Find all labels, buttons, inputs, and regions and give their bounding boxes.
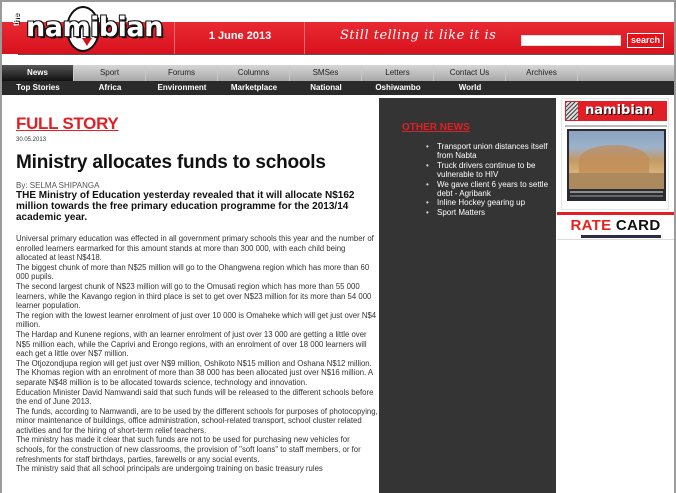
article-paragraph: The funds, according to Namwandi, are to be used by the different schools for purposes of photocopying, minor maintenance of buildings, office administration, school-related transport, school cluster related activities and for the hiring of short-term relief teachers. bbox=[16, 406, 378, 435]
dust-storm-photo bbox=[569, 131, 664, 189]
nav-item-news[interactable]: News bbox=[2, 65, 74, 81]
article bbox=[16, 114, 378, 474]
article-paragraph: Universal primary education was effected in all government primary schools this year and the number of enrolled learners earmarked for this amount stands at more than 300 000, with each child being allocated at least N$418. bbox=[16, 234, 374, 263]
cover-subline bbox=[565, 125, 667, 127]
article-lede: THE Ministry of Education yesterday revealed that it will allocate N$162 million towards the free primary education programme for the 2013/14 academic year. bbox=[16, 190, 355, 223]
ad-underline bbox=[581, 235, 661, 238]
subnav-item-marketplace[interactable]: Marketplace bbox=[230, 83, 278, 92]
header-date: 1 June 2013 bbox=[208, 30, 272, 42]
rate-card-heading bbox=[557, 217, 674, 234]
nav-item-smses[interactable]: SMSes bbox=[290, 65, 362, 81]
nav-item-forums[interactable]: Forums bbox=[146, 65, 218, 81]
ad-red-bar bbox=[557, 212, 674, 215]
nav-item-columns[interactable]: Columns bbox=[218, 65, 290, 81]
cover-stripes-decoration bbox=[566, 102, 578, 120]
other-news-item[interactable]: • Inline Hockey gearing up bbox=[426, 198, 551, 207]
section-title[interactable]: FULL STORY bbox=[16, 114, 119, 133]
cover-caption-text bbox=[570, 195, 663, 197]
article-paragraph: The ministry said that all school principals are undergoing training on basic treasury rules bbox=[16, 464, 323, 474]
subnav-item-oshiwambo[interactable]: Oshiwambo bbox=[375, 83, 421, 92]
search-input[interactable] bbox=[521, 35, 621, 46]
subnav-item-africa[interactable]: Africa bbox=[98, 83, 122, 92]
masthead-divider bbox=[304, 22, 305, 54]
ad-divider bbox=[557, 239, 674, 240]
article-paragraph: The Otjozondjupa region will get just over N$9 million, Oshikoto N$15 million and Oshana N$12 million. The Khomas region with an enrolment of more than 38 000 has been allocated just over N$16 million. A separate N$48 million is to be allocated towards science, technology and innovation. bbox=[16, 358, 373, 387]
subnav-item-environment[interactable]: Environment bbox=[157, 83, 207, 92]
cover-caption bbox=[570, 191, 663, 193]
cover-photo bbox=[567, 129, 666, 201]
article-paragraph: The Hardap and Kunene regions, with an learner enrolment of just over 13 000 are getting a little over N$5 million each, while the Caprivi and Erongo regions, with an enrolment of over 18 000 learners will each get a little over N$7 million. bbox=[16, 329, 367, 359]
subnav-item-world[interactable]: World bbox=[458, 83, 482, 92]
card-label: CARD bbox=[615, 217, 661, 234]
article-paragraph: The second largest chunk of N$23 million will go to the Omusati region which has more than 55 000 learners, while the Kavango region in third place is set to get over N$23 million for its more than 54 000 learner population. bbox=[16, 281, 372, 311]
article-paragraph: The ministry has made it clear that such funds are not to be used for purchasing new vehicles for schools, for the construction of new classrooms, the provision of "soft loans" to staff members, or for refreshments for staff birthdays, parties, farewells or any social events. bbox=[16, 435, 361, 464]
newspaper-cover-image bbox=[561, 98, 669, 210]
sub-nav bbox=[2, 81, 674, 95]
site-logo[interactable] bbox=[10, 6, 162, 56]
nav-item-contact-us[interactable]: Contact Us bbox=[434, 65, 506, 81]
nav-item-letters[interactable]: Letters bbox=[362, 65, 434, 81]
logo-prefix: the bbox=[12, 14, 21, 26]
main-nav bbox=[2, 65, 674, 81]
nav-item-archives[interactable]: Archives bbox=[506, 65, 578, 81]
nav-item-sport[interactable]: Sport bbox=[74, 65, 146, 81]
rate-card-ad[interactable] bbox=[557, 98, 674, 493]
other-news-list bbox=[426, 142, 551, 217]
subnav-item-top-stories[interactable]: Top Stories bbox=[16, 83, 60, 92]
article-body bbox=[16, 234, 378, 474]
logo-text: namibian bbox=[26, 12, 163, 43]
other-news-item[interactable]: • We gave client 6 years to settle debt - Agribank bbox=[426, 180, 551, 199]
subnav-item-national[interactable]: National bbox=[310, 83, 342, 92]
article-paragraph: The biggest chunk of more than N$25 million will go to the Ohangwena region which has more than 60 000 pupils. bbox=[16, 262, 370, 282]
cover-logo-text: namibian bbox=[585, 103, 653, 118]
article-headline: Ministry allocates funds to schools bbox=[16, 152, 326, 173]
article-paragraph: The region with the lowest learner enrolment of just over 10 000 is Omaheke which will get just over N$4 million. bbox=[16, 310, 377, 330]
cover-masthead bbox=[565, 101, 667, 121]
header-divider bbox=[18, 54, 674, 55]
other-news-item[interactable]: • Truck drivers continue to be vulnerable to HIV bbox=[426, 161, 551, 180]
masthead-divider bbox=[174, 22, 175, 54]
site-tagline: Still telling it like it is bbox=[340, 28, 497, 43]
other-news-panel bbox=[379, 98, 556, 493]
article-byline: By: SELMA SHIPANGA bbox=[16, 181, 100, 190]
rate-label: RATE bbox=[570, 217, 612, 234]
article-date: 30.05.2013 bbox=[16, 137, 47, 143]
other-news-title[interactable]: OTHER NEWS bbox=[402, 122, 470, 133]
other-news-item[interactable]: • Transport union distances itself from Nabta bbox=[426, 142, 551, 161]
article-paragraph: Education Minister David Namwandi said that such funds will be released to the different schools before the end of June 2013. bbox=[16, 387, 374, 407]
other-news-item[interactable]: • Sport Matters bbox=[426, 208, 551, 217]
search-button[interactable]: search bbox=[627, 33, 664, 48]
